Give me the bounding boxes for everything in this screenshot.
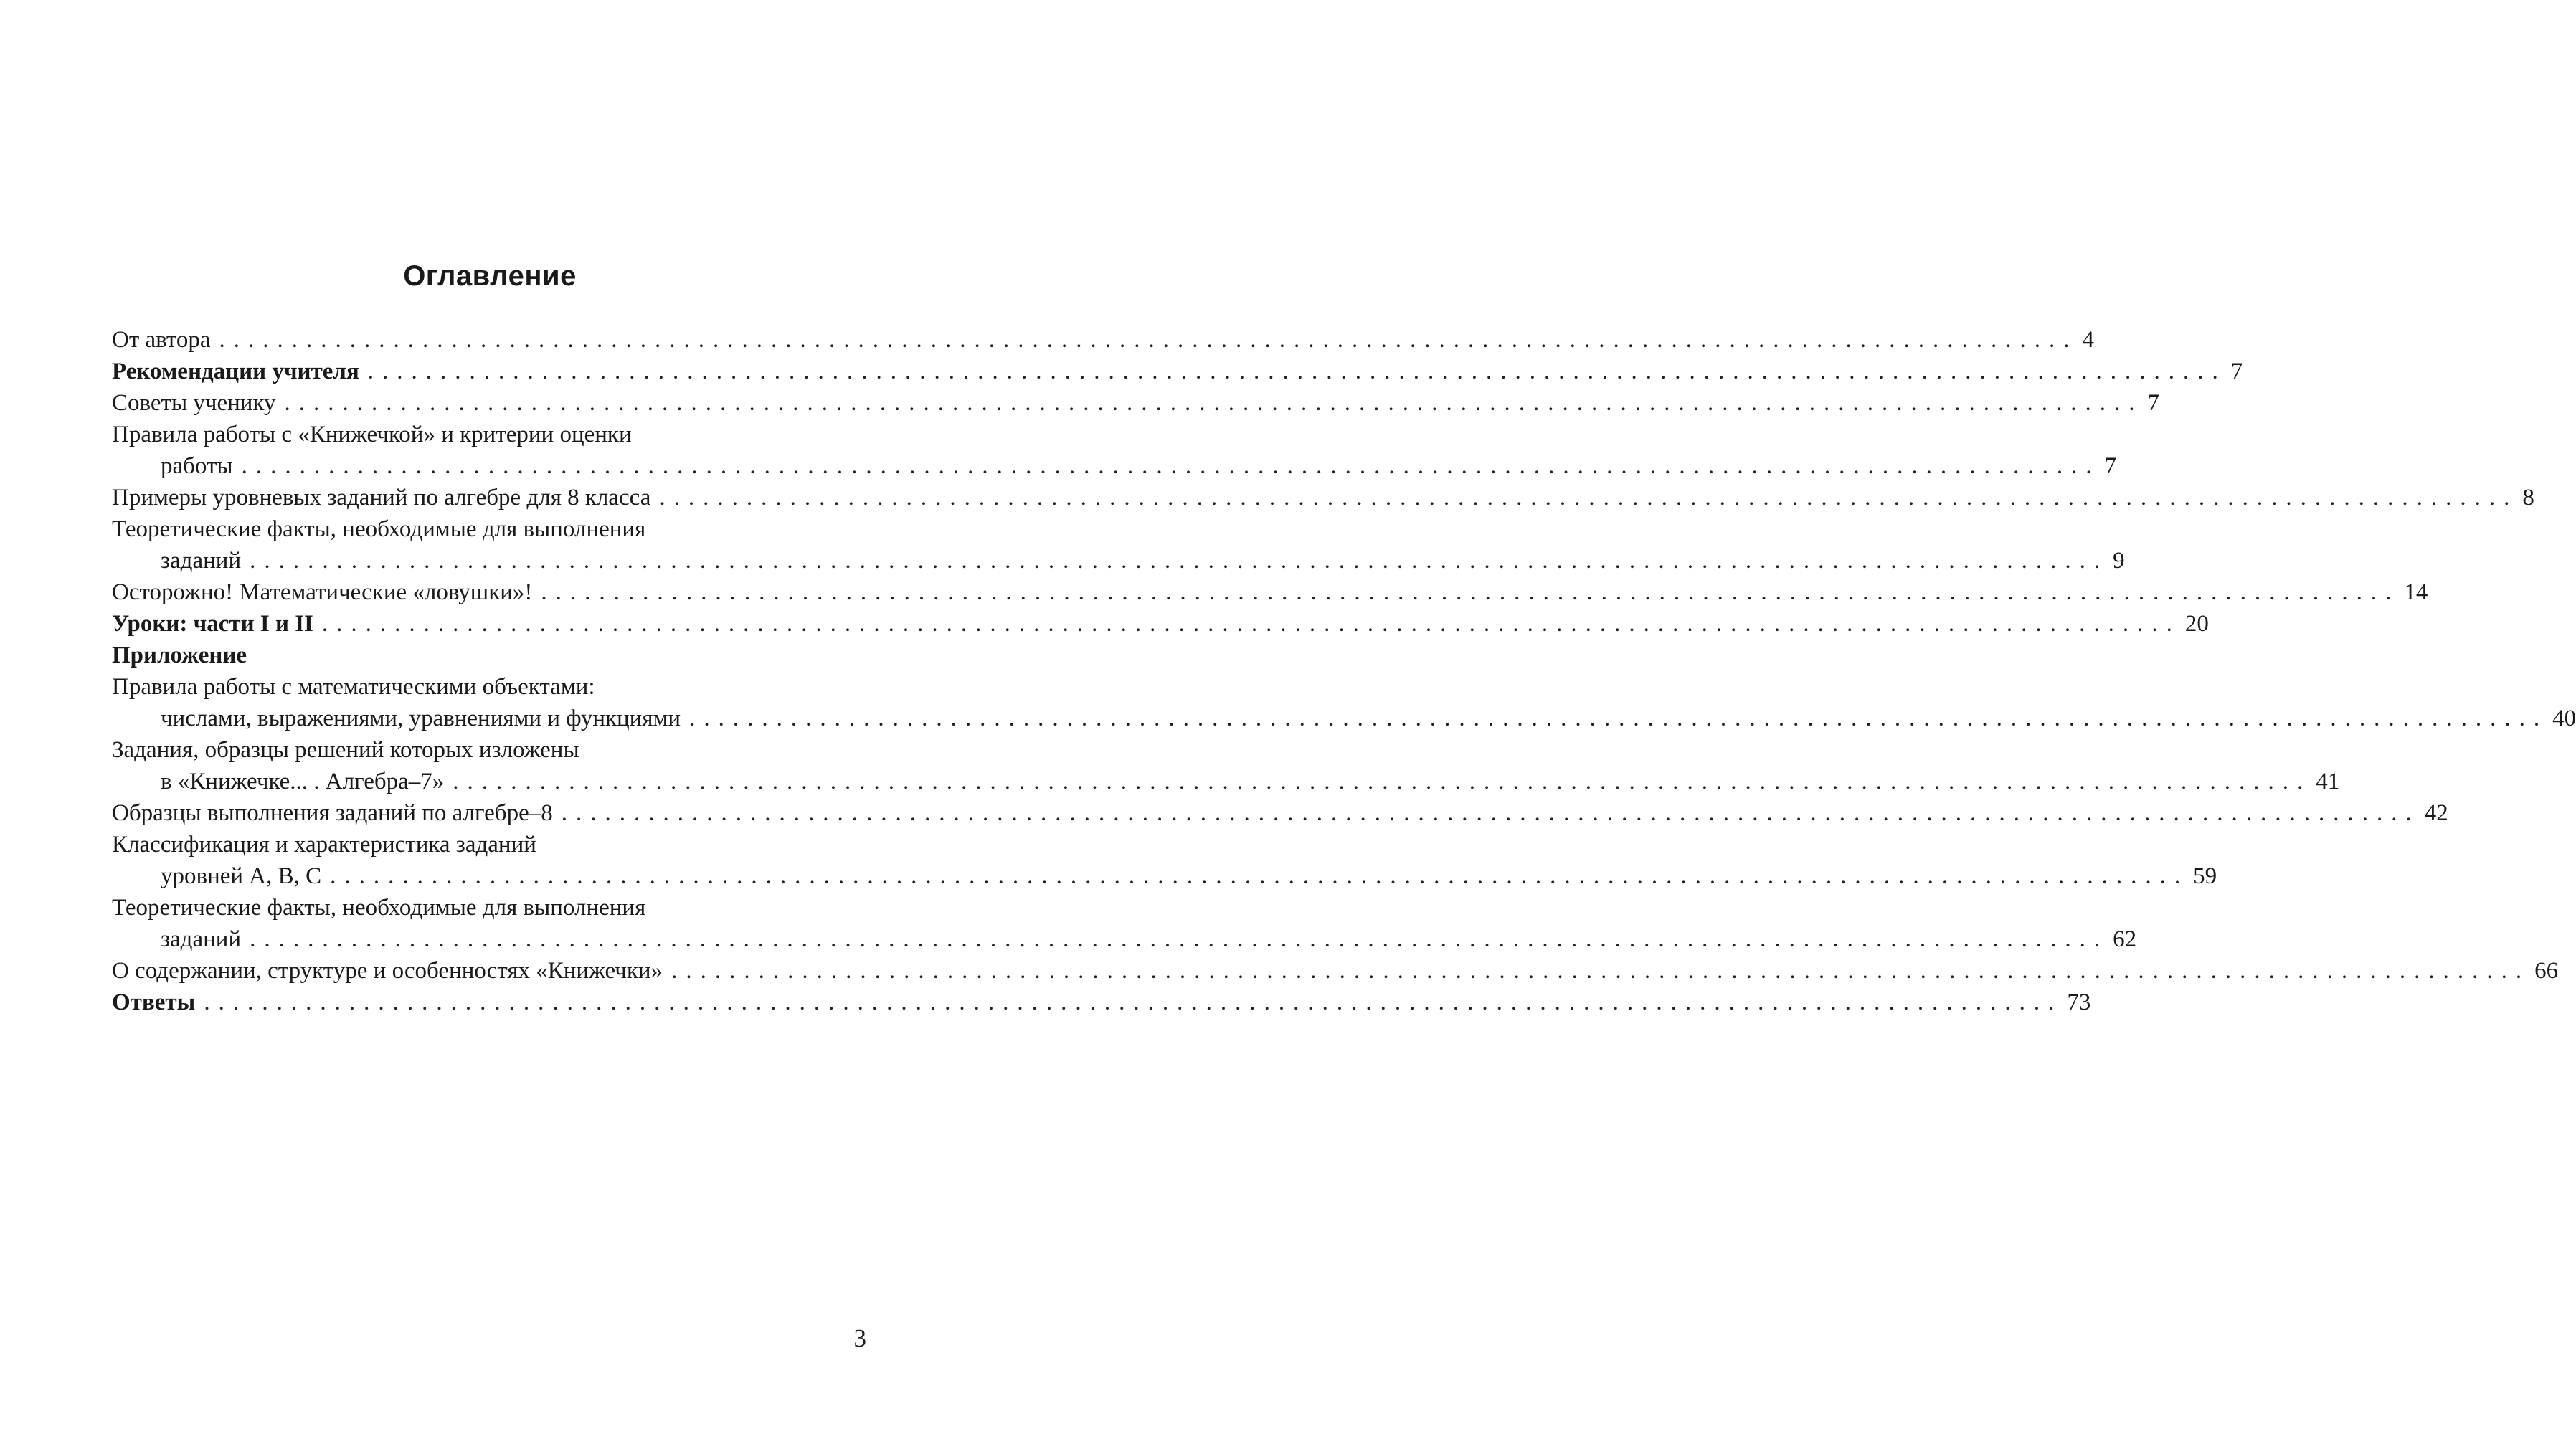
toc-entry-title: в «Книжечке... . Алгебра–7» bbox=[161, 769, 445, 794]
toc-entry-theory-line-1 bbox=[112, 513, 866, 545]
toc-entry-title: работы bbox=[161, 453, 233, 479]
toc-entry-page: 59 bbox=[2193, 863, 2217, 889]
leader-dots: ................................................................................................................................ bbox=[241, 453, 2101, 479]
toc-entry-title: От автора bbox=[112, 327, 211, 353]
toc-entry-page: 7 bbox=[2230, 358, 2243, 384]
leader-dots: ................................................................................................................................ bbox=[204, 989, 2063, 1015]
toc-entry-title: Ответы bbox=[112, 989, 196, 1015]
toc-entry-teacher-recommendations bbox=[112, 356, 2243, 387]
toc-entry-from-author bbox=[112, 324, 2095, 356]
toc-entry-page: 4 bbox=[2082, 327, 2095, 353]
toc-entry-title: заданий bbox=[161, 926, 242, 952]
toc-entry-tasks-line-2 bbox=[112, 766, 2340, 797]
page-number: 3 bbox=[853, 1324, 866, 1352]
toc-entry-level-tasks bbox=[112, 482, 2534, 513]
toc-entry-title: Правила работы с математическими объектами: bbox=[112, 674, 595, 700]
toc-entry-title: Правила работы с «Книжечкой» и критерии оценки bbox=[112, 422, 632, 447]
toc-entry-title: числами, выражениями, уравнениями и функциями bbox=[161, 706, 681, 731]
leader-dots: ................................................................................................................................ bbox=[671, 958, 2531, 984]
leader-dots: ................................................................................................................................ bbox=[659, 485, 2519, 511]
leader-dots: ................................................................................................................................ bbox=[689, 706, 2549, 731]
toc-entry-student-advice bbox=[112, 387, 2160, 419]
table-of-contents bbox=[112, 324, 2576, 1018]
leader-dots: ................................................................................................................................ bbox=[453, 769, 2312, 794]
toc-entry-title: Теоретические факты, необходимые для выполнения bbox=[112, 516, 646, 542]
toc-entry-title: Образцы выполнения заданий по алгебре–8 bbox=[112, 800, 553, 826]
leader-dots: ................................................................................................................................ bbox=[330, 863, 2189, 889]
toc-entry-classification-line-1 bbox=[112, 829, 866, 860]
toc-entry-page: 20 bbox=[2184, 611, 2209, 637]
toc-entry-page: 7 bbox=[2147, 390, 2160, 416]
toc-entry-title: Уроки: части I и II bbox=[112, 611, 313, 637]
toc-entry-math-objects-line-2 bbox=[112, 703, 2576, 734]
toc-entry-title: Задания, образцы решений которых изложены bbox=[112, 737, 579, 763]
leader-dots: ................................................................................................................................ bbox=[219, 327, 2078, 353]
toc-entry-page: 7 bbox=[2104, 453, 2117, 479]
toc-entry-rules-line-2 bbox=[112, 450, 2117, 482]
toc-entry-page: 41 bbox=[2316, 769, 2340, 794]
toc-entry-theory-line-2 bbox=[112, 545, 2125, 576]
page-title: Оглавление bbox=[403, 260, 577, 292]
toc-entry-page: 9 bbox=[2113, 548, 2125, 574]
toc-entry-math-objects-line-1 bbox=[112, 671, 866, 703]
toc-entry-classification-line-2 bbox=[112, 860, 2217, 892]
toc-entry-title: Теоретические факты, необходимые для выполнения bbox=[112, 895, 646, 921]
toc-entry-page: 66 bbox=[2534, 958, 2559, 984]
toc-entry-appendix-theory-line-2 bbox=[112, 923, 2137, 955]
toc-entry-title: О содержании, структуре и особенностях «Книжечки» bbox=[112, 958, 663, 984]
toc-entry-page: 14 bbox=[2404, 579, 2428, 605]
toc-entry-title: Осторожно! Математические «ловушки»! bbox=[112, 579, 533, 605]
toc-entry-title: Примеры уровневых заданий по алгебре для 8 класса bbox=[112, 485, 651, 511]
toc-entry-page: 42 bbox=[2424, 800, 2448, 826]
toc-section-title: Приложение bbox=[112, 642, 247, 668]
toc-entry-title: Рекомендации учителя bbox=[112, 358, 359, 384]
leader-dots: ................................................................................................................................ bbox=[541, 579, 2400, 605]
toc-entry-rules-line-1 bbox=[112, 419, 866, 450]
leader-dots: ................................................................................................................................ bbox=[561, 800, 2420, 826]
toc-entry-page: 8 bbox=[2522, 485, 2534, 511]
leader-dots: ................................................................................................................................ bbox=[250, 926, 2109, 952]
toc-entry-page: 62 bbox=[2113, 926, 2137, 952]
leader-dots: ................................................................................................................................ bbox=[284, 390, 2144, 416]
toc-entry-title: заданий bbox=[161, 548, 242, 574]
toc-entry-tasks-line-1 bbox=[112, 734, 866, 766]
toc-entry-math-traps bbox=[112, 576, 2428, 608]
leader-dots: ................................................................................................................................ bbox=[321, 611, 2181, 637]
toc-entry-solution-samples bbox=[112, 797, 2448, 829]
toc-entry-answers bbox=[112, 987, 2091, 1018]
toc-entry-book-structure bbox=[112, 955, 2559, 987]
toc-entry-appendix-theory-line-1 bbox=[112, 892, 866, 923]
leader-dots: ................................................................................................................................ bbox=[367, 358, 2227, 384]
toc-entry-title: уровней А, В, С bbox=[161, 863, 322, 889]
toc-entry-page: 40 bbox=[2552, 706, 2576, 731]
toc-entry-lessons bbox=[112, 608, 2209, 640]
toc-entry-title: Классификация и характеристика заданий bbox=[112, 832, 536, 858]
toc-entry-page: 73 bbox=[2067, 989, 2091, 1015]
toc-entry-title: Советы ученику bbox=[112, 390, 276, 416]
toc-section-appendix bbox=[112, 640, 866, 671]
leader-dots: ................................................................................................................................ bbox=[250, 548, 2109, 574]
